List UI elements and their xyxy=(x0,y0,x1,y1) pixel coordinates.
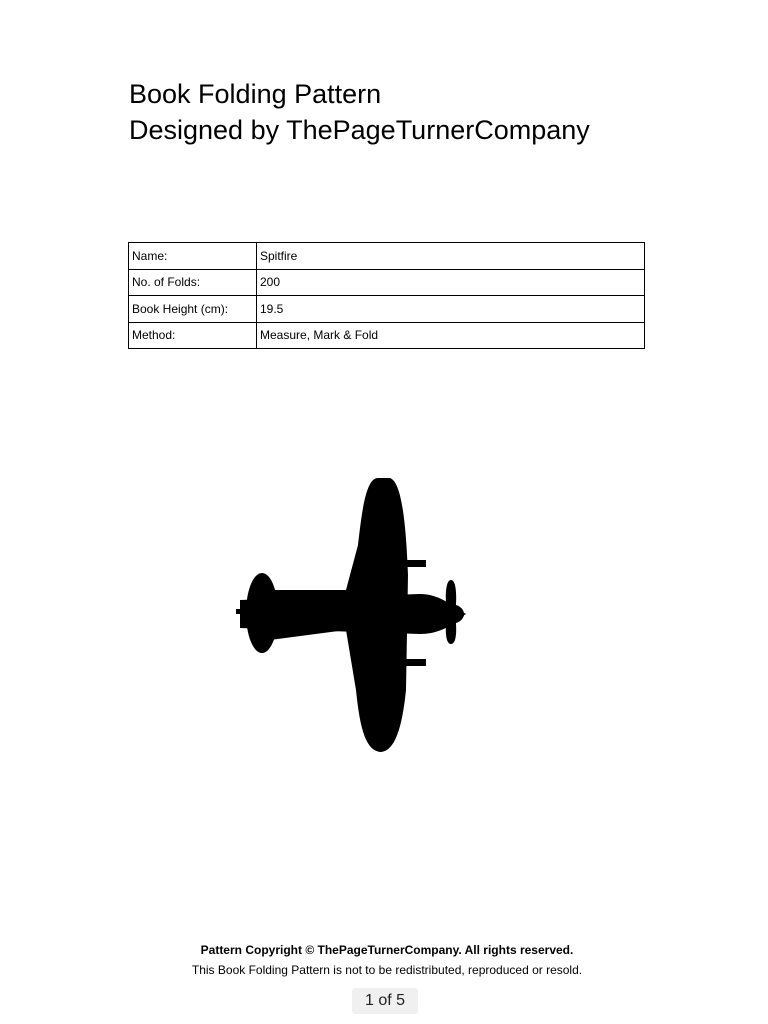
book-height-label: Book Height (cm): xyxy=(129,296,257,323)
page-title xyxy=(129,76,689,148)
redistribution-notice: This Book Folding Pattern is not to be redistributed, reproduced or resold. xyxy=(191,963,583,977)
spitfire-airplane-silhouette-icon xyxy=(210,430,540,830)
table-row xyxy=(129,296,645,323)
title-line-1: Book Folding Pattern xyxy=(129,79,382,109)
page-indicator: 1 of 5 xyxy=(352,988,418,1014)
name-value: Spitfire xyxy=(257,243,645,270)
table-row xyxy=(129,269,645,296)
folds-value: 200 xyxy=(257,269,645,296)
book-height-value: 19.5 xyxy=(257,296,645,323)
footer xyxy=(0,940,768,980)
name-label: Name: xyxy=(129,243,257,270)
pattern-info-table xyxy=(128,242,645,349)
method-value: Measure, Mark & Fold xyxy=(257,322,645,349)
copyright-text: Pattern Copyright © ThePageTurnerCompany. All rights reserved. xyxy=(200,943,574,957)
pattern-figure xyxy=(210,430,540,830)
title-line-2: Designed by ThePageTurnerCompany xyxy=(129,115,590,145)
table-row xyxy=(129,243,645,270)
method-label: Method: xyxy=(129,322,257,349)
table-row xyxy=(129,322,645,349)
folds-label: No. of Folds: xyxy=(129,269,257,296)
